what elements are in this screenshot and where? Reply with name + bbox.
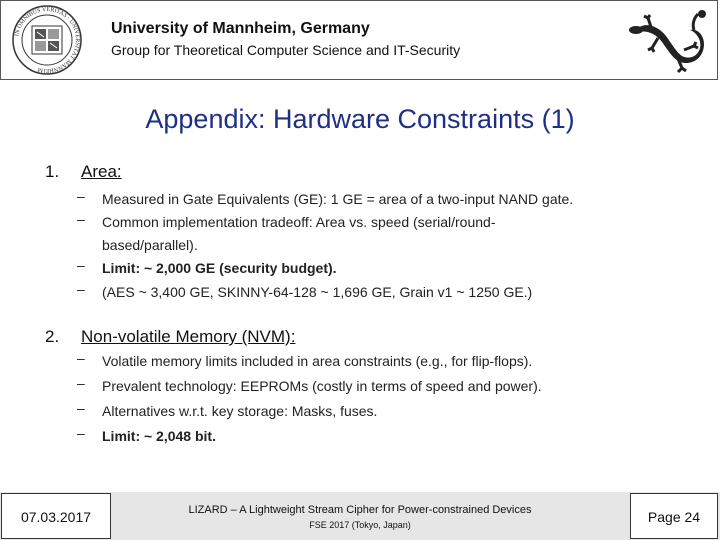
slide-title: Appendix: Hardware Constraints (1)	[145, 104, 575, 134]
bullet-dash: –	[77, 400, 85, 416]
footer-title: LIZARD – A Lightweight Stream Cipher for Power-constrained Devices	[188, 504, 532, 516]
page-number: Page 24	[647, 509, 701, 525]
section-number: 2.	[45, 327, 60, 346]
section-heading: Non-volatile Memory (NVM):	[81, 327, 296, 346]
bullet-text: Volatile memory limits included in area constraints (e.g., for flip-flops).	[102, 353, 533, 369]
slide-header	[0, 0, 718, 80]
footer-date: 07.03.2017	[20, 509, 92, 525]
bullet-text: Measured in Gate Equivalents (GE): 1 GE = area of a two-input NAND gate.	[102, 191, 574, 207]
bullet-dash: –	[77, 281, 85, 297]
bullet-dash: –	[77, 425, 85, 441]
bullet-text: Common implementation tradeoff: Area vs. speed (serial/round-based/parallel).	[102, 214, 496, 253]
bullet-text: Limit: ~ 2,048 bit.	[102, 428, 216, 444]
bullet-dash: –	[77, 375, 85, 391]
section-number: 1.	[45, 162, 60, 181]
lizard-logo-icon	[624, 6, 712, 78]
bullet-dash: –	[77, 350, 85, 366]
bullet-dash: –	[77, 257, 85, 273]
bullet-dash: –	[77, 188, 85, 204]
bullet-text: Prevalent technology: EEPROMs (costly in terms of speed and power).	[102, 378, 542, 394]
footer-subtitle: FSE 2017 (Tokyo, Japan)	[309, 520, 411, 530]
section-heading: Area:	[81, 162, 122, 181]
bullet-dash: –	[77, 211, 85, 227]
bullet-text: Alternatives w.r.t. key storage: Masks, fuses.	[102, 403, 378, 419]
footer-date-box	[1, 493, 111, 539]
university-seal-logo	[10, 4, 84, 76]
group-name: Group for Theoretical Computer Science and IT-Security	[111, 42, 461, 58]
svg-text:IN OMNIBUS VERITAS · UNIVERSIT: IN OMNIBUS VERITAS · UNIVERSITÄT MANNHEIM	[14, 6, 81, 74]
bullet-text: (AES ~ 3,400 GE, SKINNY-64-128 ~ 1,696 GE, Grain v1 ~ 1250 GE.)	[102, 284, 533, 300]
footer-page-box	[630, 493, 718, 539]
bullet-text: Limit: ~ 2,000 GE (security budget).	[102, 260, 337, 276]
university-name: University of Mannheim, Germany	[111, 20, 370, 37]
